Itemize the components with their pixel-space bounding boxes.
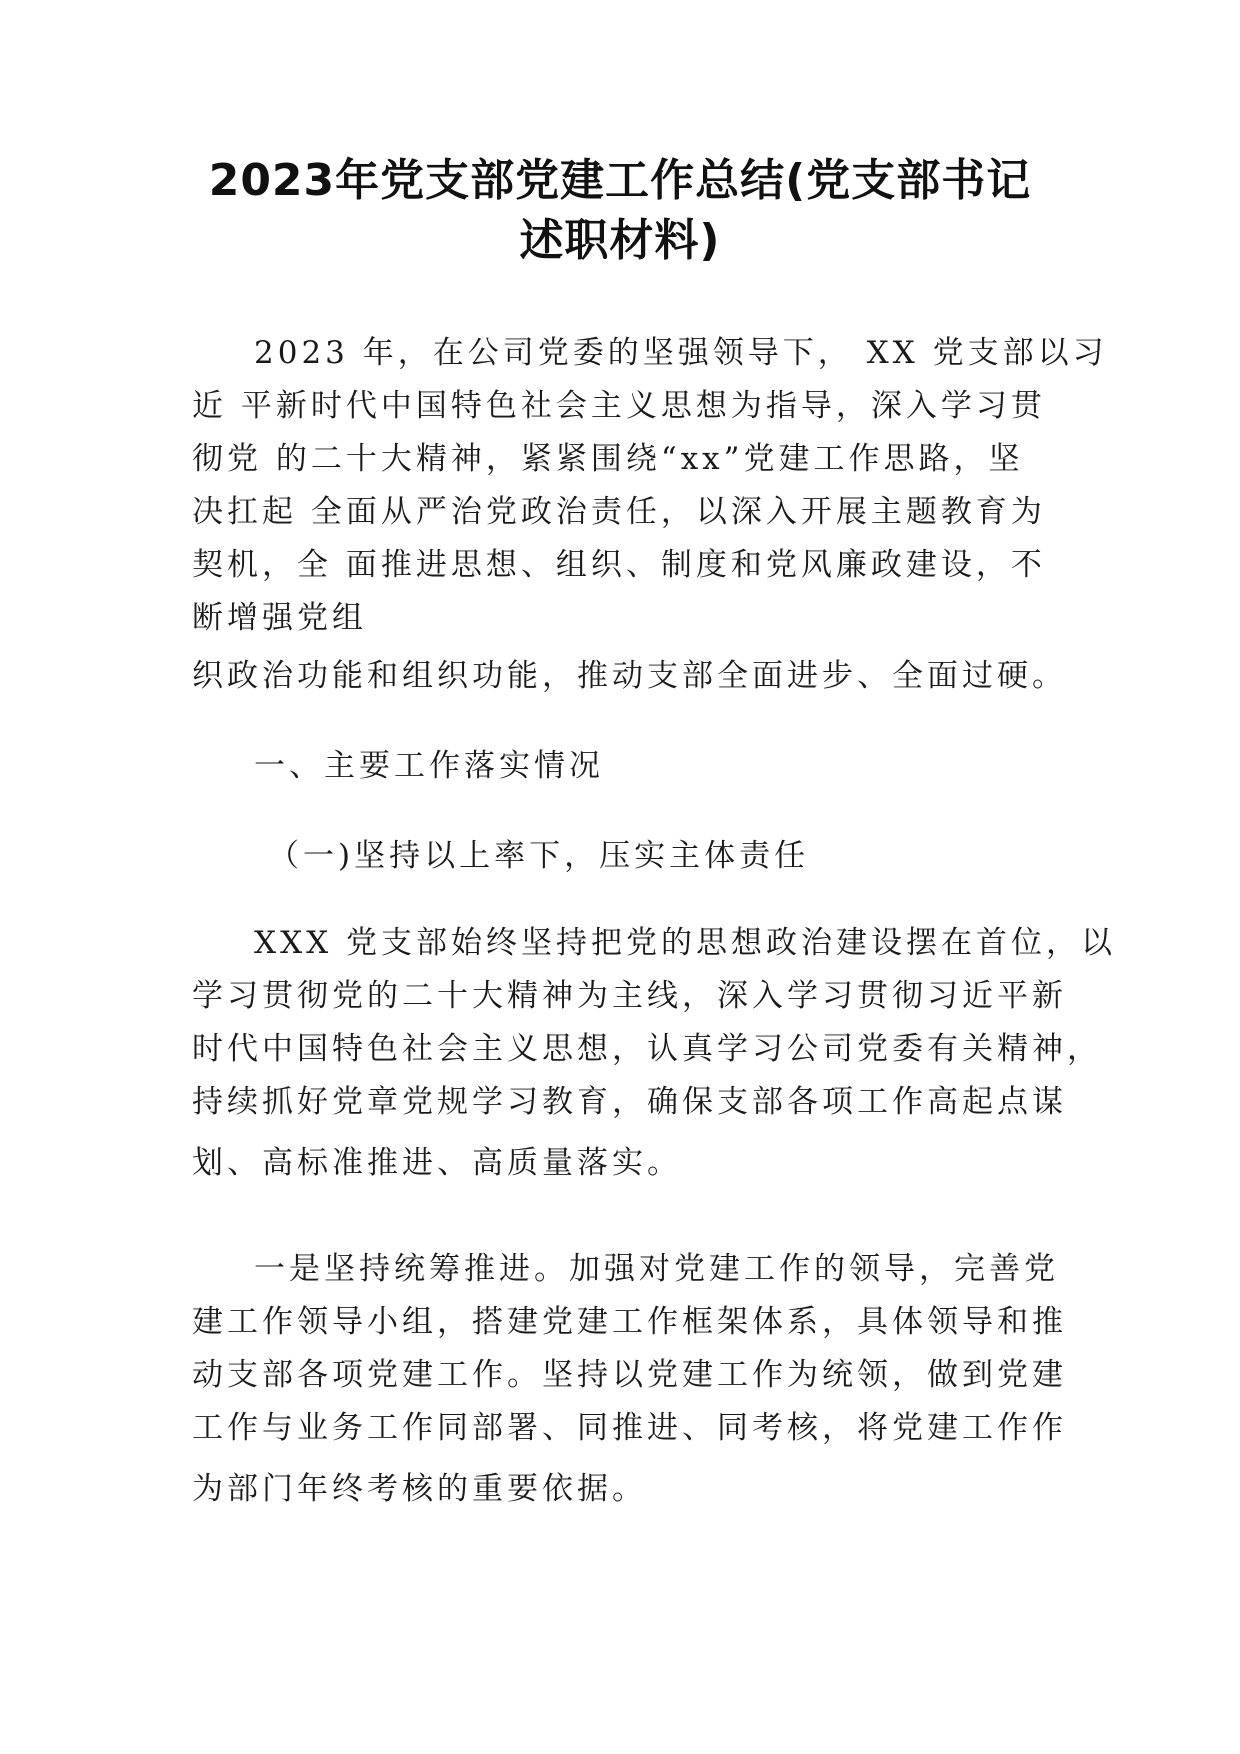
intro-line: 断增强党组 [192,600,367,636]
intro-line: 契机，全 面推进思想、组织、制度和党风廉政建设，不 [192,547,1046,583]
paragraph-line: 为部门年终考核的重要依据。 [192,1471,647,1507]
intro-line: 2023 年，在公司党委的坚强领导下， XX 党支部以习 [254,335,1108,371]
document-title-line-1: 2023年党支部党建工作总结(党支部书记 [208,155,1032,206]
paragraph-line: 学习贯彻党的二十大精神为主线，深入学习贯彻习近平新 [192,978,1067,1014]
subsection-heading: （一)坚持以上率下，压实主体责任 [268,838,810,874]
paragraph-line: 时代中国特色社会主义思想，认真学习公司党委有关精神， [192,1031,1102,1067]
paragraph-line: 持续抓好党章党规学习教育，确保支部各项工作高起点谋 [192,1084,1067,1120]
document-title-line-2: 述职材料) [519,215,721,266]
paragraph-line: 工作与业务工作同部署、同推进、同考核，将党建工作作 [192,1410,1067,1446]
intro-line: 织政治功能和组织功能，推动支部全面进步、全面过硬。 [192,658,1067,694]
paragraph-line: 建工作领导小组，搭建党建工作框架体系，具体领导和推 [192,1304,1067,1340]
section-heading: 一、主要工作落实情况 [254,748,604,784]
intro-line: 彻党 的二十大精神，紧紧围绕“xx”党建工作思路，坚 [192,441,1024,477]
intro-line: 决扛起 全面从严治党政治责任，以深入开展主题教育为 [192,494,1046,530]
paragraph-line: XXX 党支部始终坚持把党的思想政治建设摆在首位，以 [254,925,1117,961]
paragraph-line: 一是坚持统筹推进。加强对党建工作的领导，完善党 [254,1251,1059,1287]
paragraph-line: 动支部各项党建工作。坚持以党建工作为统领，做到党建 [192,1357,1067,1393]
paragraph-line: 划、高标准推进、高质量落实。 [192,1145,682,1181]
intro-line: 近 平新时代中国特色社会主义思想为指导，深入学习贯 [192,388,1046,424]
